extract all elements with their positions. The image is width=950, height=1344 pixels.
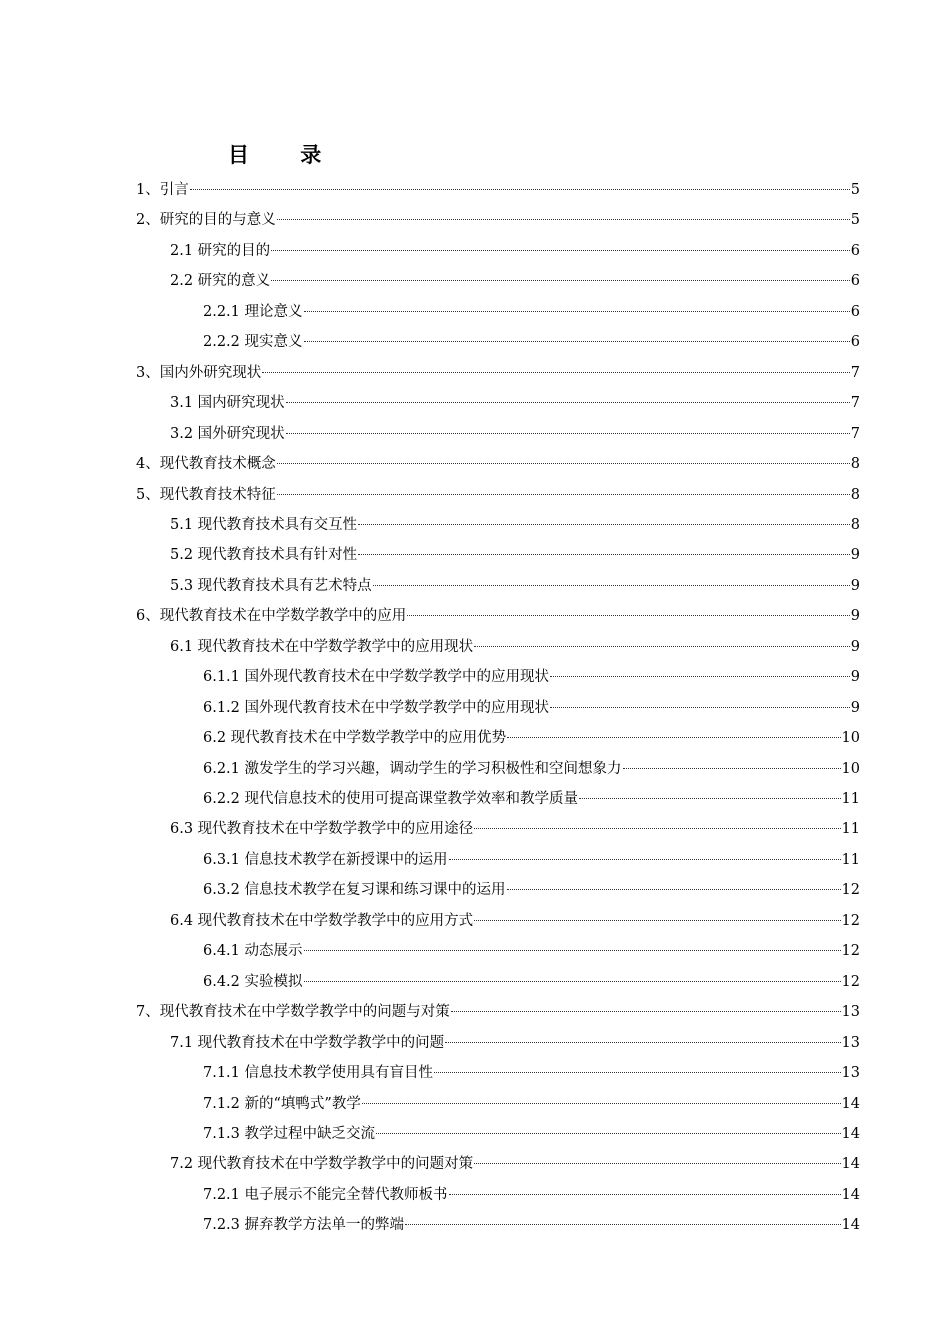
toc-entry-page-number: 13 (841, 1004, 860, 1021)
toc-dot-leader (449, 1193, 841, 1195)
toc-entry-page-number: 9 (850, 699, 860, 716)
toc-entry-page-number: 9 (850, 638, 860, 655)
toc-dot-leader (449, 858, 841, 860)
toc-entry[interactable] (170, 635, 860, 659)
toc-entry[interactable] (170, 422, 860, 446)
toc-entry[interactable] (203, 1213, 860, 1237)
toc-entry[interactable] (203, 696, 860, 720)
toc-entry-page-number: 6 (850, 334, 860, 351)
toc-entry[interactable] (203, 757, 860, 781)
toc-entry[interactable] (136, 361, 860, 385)
toc-entry-label: 7、现代教育技术在中学数学教学中的问题与对策 (136, 1004, 450, 1021)
toc-entry-label: 7.1 现代教育技术在中学数学教学中的问题 (170, 1034, 445, 1051)
toc-dot-leader (434, 1071, 841, 1073)
toc-entry[interactable] (203, 330, 860, 354)
toc-entry[interactable] (203, 726, 860, 750)
toc-dot-leader (474, 827, 840, 829)
toc-dot-leader (304, 980, 841, 982)
toc-entry-page-number: 7 (850, 395, 860, 412)
toc-entry-page-number: 14 (841, 1156, 860, 1173)
toc-entry-label: 6.3.2 信息技术教学在复习课和练习课中的运用 (203, 882, 506, 899)
toc-entry-page-number: 11 (841, 791, 860, 807)
toc-entry-page-number: 7 (850, 364, 860, 381)
toc-entry-page-number: 5 (850, 212, 860, 229)
toc-entry[interactable] (136, 178, 860, 202)
toc-entry-label: 5、现代教育技术特征 (136, 486, 276, 503)
toc-dot-leader (507, 888, 841, 890)
toc-entry-label: 2.2 研究的意义 (170, 273, 271, 290)
toc-dot-leader (579, 797, 841, 799)
toc-entry-page-number: 13 (841, 1065, 860, 1082)
toc-entry-label: 6、现代教育技术在中学数学教学中的应用 (136, 608, 407, 625)
toc-entry-page-number: 8 (850, 516, 860, 533)
toc-entry-page-number: 7 (850, 425, 860, 442)
toc-entry-page-number: 9 (850, 608, 860, 625)
toc-entry[interactable] (170, 1152, 860, 1176)
toc-entry[interactable] (203, 1122, 860, 1146)
toc-entry-label: 6.4.1 动态展示 (203, 943, 303, 960)
toc-entry-label: 2、研究的目的与意义 (136, 212, 276, 229)
toc-entry-label: 7.2 现代教育技术在中学数学教学中的问题对策 (170, 1156, 474, 1173)
toc-entry-label: 3.2 国外研究现状 (170, 425, 285, 442)
toc-entry-label: 5.1 现代教育技术具有交互性 (170, 516, 358, 533)
toc-entry-label: 3、国内外研究现状 (136, 364, 262, 381)
toc-dot-leader (304, 310, 850, 312)
toc-entry[interactable] (170, 391, 860, 415)
toc-dot-leader (286, 401, 850, 403)
toc-dot-leader (286, 432, 850, 434)
toc-entry-label: 6.3 现代教育技术在中学数学教学中的应用途径 (170, 821, 474, 838)
toc-entry-page-number: 10 (841, 730, 860, 747)
toc-dot-leader (474, 1162, 840, 1164)
toc-entry-page-number: 13 (841, 1034, 860, 1051)
toc-entry[interactable] (203, 1183, 860, 1207)
toc-entry[interactable] (136, 452, 860, 476)
toc-entry-label: 6.4.2 实验模拟 (203, 973, 303, 990)
toc-title: 目 录 (228, 143, 344, 167)
toc-entry-page-number: 14 (841, 1186, 860, 1203)
toc-entry-label: 5.3 现代教育技术具有艺术特点 (170, 577, 372, 594)
toc-entry-label: 3.1 国内研究现状 (170, 395, 285, 412)
toc-entry-page-number: 8 (850, 456, 860, 473)
toc-entry-label: 6.2.2 现代信息技术的使用可提高课堂教学效率和教学质量 (203, 791, 579, 807)
toc-entry-page-number: 12 (841, 882, 860, 899)
toc-dot-leader (507, 736, 840, 738)
toc-entry[interactable] (170, 513, 860, 537)
toc-entry[interactable] (203, 300, 860, 324)
toc-dot-leader (373, 584, 850, 586)
toc-entry[interactable] (203, 787, 860, 811)
toc-entry-page-number: 14 (841, 1125, 860, 1142)
toc-entry[interactable] (170, 239, 860, 263)
toc-dot-leader (445, 1041, 840, 1043)
toc-entry-label: 6.4 现代教育技术在中学数学教学中的应用方式 (170, 912, 474, 929)
toc-entry[interactable] (203, 665, 860, 689)
toc-entry[interactable] (203, 848, 860, 872)
toc-entry[interactable] (203, 939, 860, 963)
toc-entry-page-number: 11 (841, 851, 860, 868)
toc-entry-page-number: 9 (850, 669, 860, 686)
toc-entry-label: 7.2.1 电子展示不能完全替代教师板书 (203, 1186, 448, 1203)
toc-entry-page-number: 14 (841, 1095, 860, 1112)
toc-entry-page-number: 10 (841, 760, 860, 777)
toc-entry-page-number: 11 (841, 821, 860, 838)
toc-entry[interactable] (136, 604, 860, 628)
toc-dot-leader (277, 218, 850, 220)
toc-dot-leader (277, 493, 850, 495)
toc-dot-leader (474, 645, 850, 647)
toc-entry-label: 4、现代教育技术概念 (136, 456, 276, 473)
toc-entry[interactable] (170, 909, 860, 933)
toc-entry-label: 5.2 现代教育技术具有针对性 (170, 547, 358, 564)
toc-dot-leader (407, 614, 850, 616)
toc-dot-leader (623, 767, 841, 769)
toc-entry-label: 6.1.2 国外现代教育技术在中学数学教学中的应用现状 (203, 699, 550, 716)
toc-dot-leader (358, 523, 850, 525)
toc-dot-leader (262, 371, 850, 373)
toc-entry-label: 6.2 现代教育技术在中学数学教学中的应用优势 (203, 730, 507, 747)
toc-entry[interactable] (203, 1061, 860, 1085)
toc-entry-label: 7.1.3 教学过程中缺乏交流 (203, 1125, 376, 1142)
toc-dot-leader (376, 1132, 841, 1134)
toc-entry[interactable] (170, 817, 860, 841)
toc-dot-leader (451, 1010, 841, 1012)
toc-dot-leader (405, 1223, 841, 1225)
toc-entry-label: 2.1 研究的目的 (170, 242, 271, 259)
toc-dot-leader (550, 706, 850, 708)
toc-entry-page-number: 9 (850, 547, 860, 564)
toc-entry-label: 7.1.1 信息技术教学使用具有盲目性 (203, 1065, 434, 1082)
toc-entry-label: 6.3.1 信息技术教学在新授课中的运用 (203, 851, 448, 868)
toc-entry[interactable] (170, 269, 860, 293)
toc-entry-page-number: 12 (841, 912, 860, 929)
toc-dot-leader (304, 949, 841, 951)
toc-entry-label: 2.2.2 现实意义 (203, 334, 303, 351)
toc-dot-leader (190, 188, 850, 190)
toc-entry[interactable] (203, 1092, 860, 1116)
toc-entry-page-number: 6 (850, 242, 860, 259)
toc-entry-page-number: 12 (841, 973, 860, 990)
toc-entry-page-number: 8 (850, 486, 860, 503)
toc-dot-leader (358, 553, 850, 555)
toc-entry-page-number: 12 (841, 943, 860, 960)
toc-entry-label: 6.1.1 国外现代教育技术在中学数学教学中的应用现状 (203, 669, 550, 686)
toc-entry[interactable] (170, 1031, 860, 1055)
toc-entry-label: 1、引言 (136, 182, 189, 198)
toc-entry-label: 7.1.2 新的“填鸭式”教学 (203, 1095, 361, 1112)
toc-entry-label: 7.2.3 摒弃教学方法单一的弊端 (203, 1217, 405, 1234)
toc-entry[interactable] (203, 970, 860, 994)
toc-entry-page-number: 6 (850, 303, 860, 320)
toc-entry[interactable] (136, 208, 860, 232)
toc-dot-leader (362, 1102, 841, 1104)
toc-dot-leader (277, 462, 850, 464)
toc-dot-leader (474, 919, 840, 921)
toc-entry[interactable] (136, 1000, 860, 1024)
toc-entry-page-number: 6 (850, 273, 860, 290)
toc-entry-page-number: 5 (850, 182, 860, 198)
toc-entry-label: 6.2.1 激发学生的学习兴趣，调动学生的学习积极性和空间想象力 (203, 760, 622, 777)
toc-dot-leader (550, 675, 850, 677)
toc-entry-label: 2.2.1 理论意义 (203, 303, 303, 320)
toc-entry-page-number: 14 (841, 1217, 860, 1234)
toc-entry-page-number: 9 (850, 577, 860, 594)
toc-entry[interactable] (170, 574, 860, 598)
toc-dot-leader (271, 249, 850, 251)
toc-entry[interactable] (203, 878, 860, 902)
toc-entry-label: 6.1 现代教育技术在中学数学教学中的应用现状 (170, 638, 474, 655)
toc-dot-leader (271, 279, 850, 281)
toc-entry[interactable] (170, 543, 860, 567)
toc-dot-leader (304, 340, 850, 342)
toc-entry[interactable] (136, 483, 860, 507)
